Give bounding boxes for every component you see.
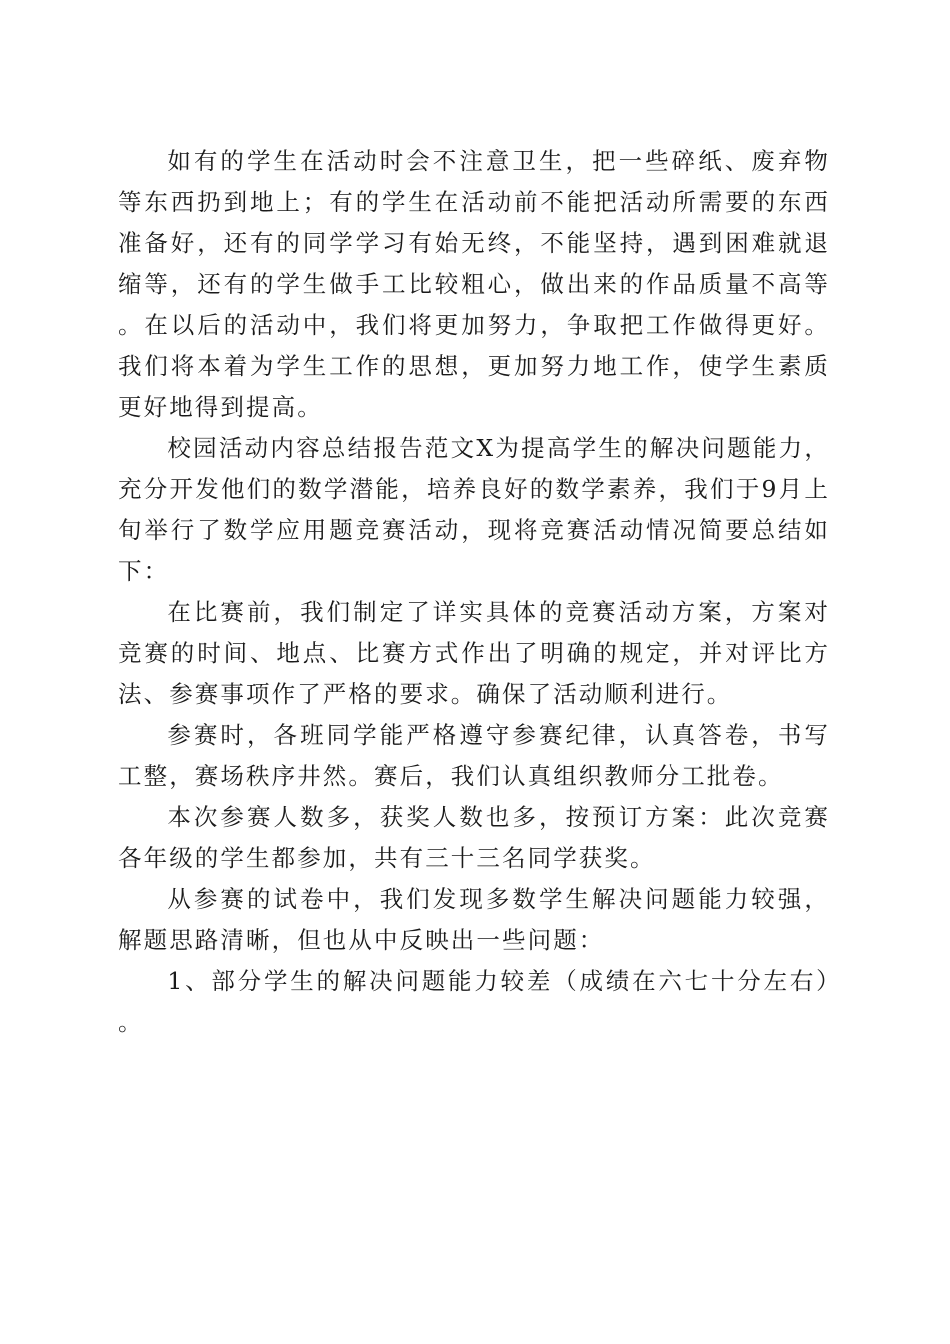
paragraph-before-competition: 在比赛前，我们制定了详实具体的竞赛活动方案，方案对竞赛的时间、地点、比赛方式作出了明确的规定，并对评比方法、参赛事项作了严格的要求。确保了活动顺利进行。 [118, 598, 830, 708]
document-body [118, 141, 830, 1043]
paragraph-during-competition: 参赛时，各班同学能严格遵守参赛纪律，认真答卷，书写工整，赛场秩序井然。赛后，我们认真组织教师分工批卷。 [118, 721, 830, 790]
paragraph-report-intro: 校园活动内容总结报告范文X为提高学生的解决问题能力，充分开发他们的数学潜能，培养良好的数学素养，我们于9月上旬举行了数学应用题竞赛活动，现将竞赛活动情况简要总结如下： [118, 434, 830, 585]
paragraph-hygiene-issues: 如有的学生在活动时会不注意卫生，把一些碎纸、废弃物等东西扔到地上；有的学生在活动前不能把活动所需要的东西准备好，还有的同学学习有始无终，不能坚持，遇到困难就退缩等，还有的学生做手工比较粗心，做出来的作品质量不高等。在以后的活动中，我们将更加努力，争取把工作做得更好。我们将本着为学生工作的思想，更加努力地工作，使学生素质更好地得到提高。 [118, 147, 830, 421]
paragraph-issue-1: 1、部分学生的解决问题能力较差（成绩在六七十分左右）。 [118, 967, 830, 1036]
paragraph-participants-awards: 本次参赛人数多，获奖人数也多，按预订方案：此次竞赛各年级的学生都参加，共有三十三名同学获奖。 [118, 803, 830, 872]
paragraph-findings: 从参赛的试卷中，我们发现多数学生解决问题能力较强，解题思路清晰，但也从中反映出一些问题： [118, 885, 830, 954]
